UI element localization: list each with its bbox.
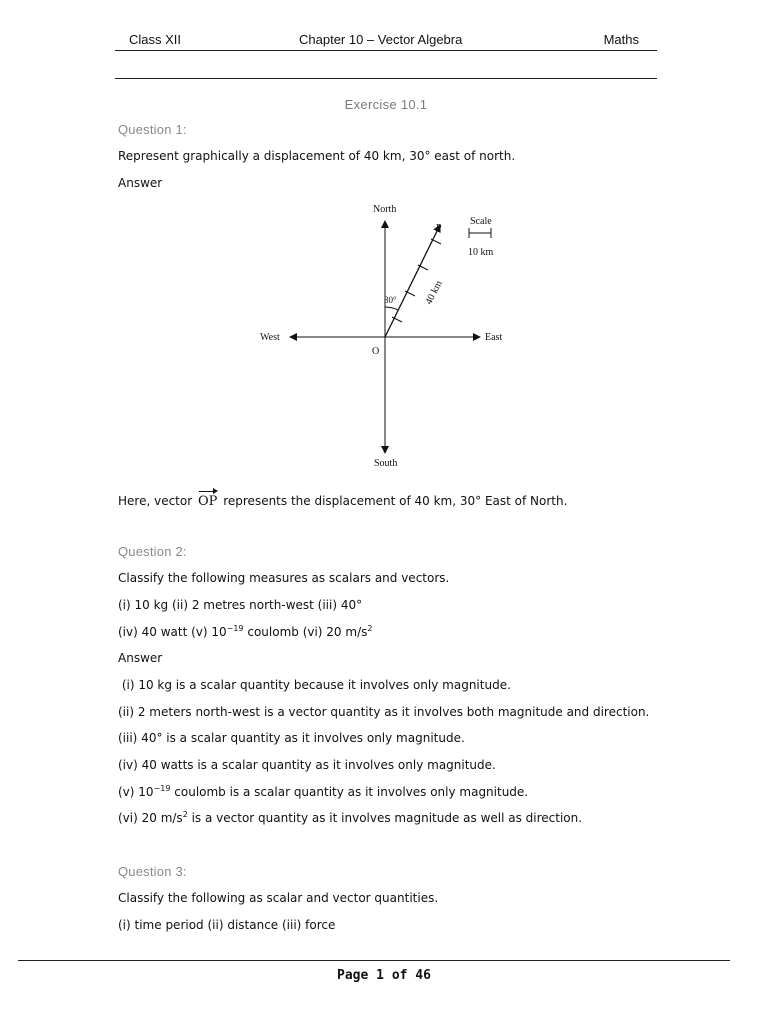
question-2-answer-3: (iii) 40° is a scalar quantity as it involves only magnitude. <box>118 731 465 745</box>
vector-op-label: OP <box>197 494 218 509</box>
answer-5-part-b: coulomb is a scalar quantity as it involves only magnitude. <box>170 785 529 799</box>
question-2-answer-6 <box>118 811 582 825</box>
question-1-conclusion <box>118 491 567 509</box>
question-3-text: Classify the following as scalar and vector quantities. <box>118 891 439 905</box>
label-origin: O <box>372 346 380 357</box>
answer-5-part-a: (v) 10 <box>118 785 154 799</box>
answer-6-part-a: (vi) 20 m/s <box>118 811 183 825</box>
scale-value: 10 km <box>468 247 494 258</box>
label-angle: 30° <box>384 295 397 305</box>
question-2-answer-4: (iv) 40 watts is a scalar quantity as it involves only magnitude. <box>118 758 496 772</box>
page-number: Page 1 of 46 <box>337 968 431 983</box>
label-south: South <box>374 458 398 469</box>
page-header <box>115 30 657 50</box>
question-2-answer-label: Answer <box>118 651 163 665</box>
footer-rule <box>18 960 730 961</box>
question-1-answer-label: Answer <box>118 176 163 190</box>
conclusion-pre: Here, vector <box>118 494 193 508</box>
question-2-answer-1: (i) 10 kg is a scalar quantity because it involves only magnitude. <box>118 678 511 692</box>
header-rule-2 <box>115 78 657 79</box>
question-1-text: Represent graphically a displacement of 40 km, 30° east of north. <box>118 149 516 163</box>
label-length: 40 km <box>423 278 445 307</box>
question-2-heading: Question 2: <box>118 544 187 559</box>
question-3-heading: Question 3: <box>118 864 187 879</box>
header-class: Class XII <box>129 32 182 47</box>
displacement-diagram <box>250 195 520 480</box>
vector-op-notation <box>198 491 217 509</box>
label-north: North <box>373 204 397 215</box>
question-2-items-1: (i) 10 kg (ii) 2 metres north-west (iii) 40° <box>118 598 363 612</box>
question-1-heading: Question 1: <box>118 122 187 137</box>
label-east: East <box>485 332 503 343</box>
header-chapter: Chapter 10 – Vector Algebra <box>299 32 463 47</box>
answer-6-square: 2 <box>182 810 188 819</box>
answer-5-exponent: −19 <box>153 784 171 793</box>
label-point-p: P <box>436 223 442 234</box>
conclusion-post: represents the displacement of 40 km, 30° East of North. <box>223 494 568 508</box>
answer-6-part-b: is a vector quantity as it involves magnitude as well as direction. <box>187 811 583 825</box>
question-2-text: Classify the following measures as scalars and vectors. <box>118 571 450 585</box>
exercise-title: Exercise 10.1 <box>344 97 428 112</box>
scale-bar <box>469 228 491 238</box>
angle-arc <box>385 307 398 310</box>
items-2-exponent: −19 <box>226 624 244 633</box>
items-2-square: 2 <box>367 624 373 633</box>
header-rule <box>115 50 657 51</box>
items-2-part-a: (iv) 40 watt (v) 10 <box>118 625 227 639</box>
label-west: West <box>260 332 280 343</box>
header-subject: Maths <box>603 32 639 47</box>
question-3-items: (i) time period (ii) distance (iii) force <box>118 918 336 932</box>
items-2-part-b: coulomb (vi) 20 m/s <box>243 625 368 639</box>
scale-title: Scale <box>470 216 492 227</box>
question-2-items-2 <box>118 625 372 639</box>
vector-op <box>385 225 440 337</box>
question-2-answer-5 <box>118 785 528 799</box>
question-2-answer-2: (ii) 2 meters north-west is a vector quantity as it involves both magnitude and direction. <box>118 705 650 719</box>
